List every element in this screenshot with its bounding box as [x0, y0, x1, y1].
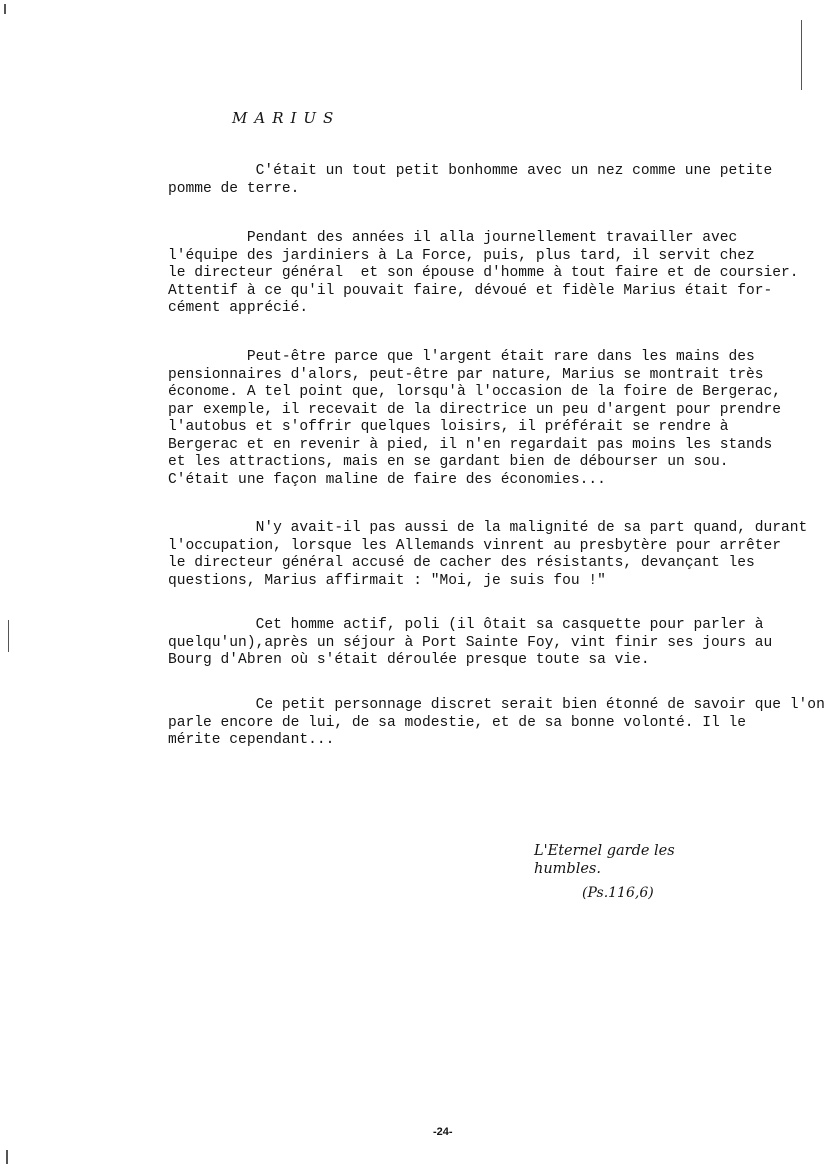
paragraph-line: Peut-être parce que l'argent était rare dans les mains des — [168, 349, 755, 365]
paragraph-line: parle encore de lui, de sa modestie, et de sa bonne volonté. Il le — [168, 714, 747, 731]
paragraph-line: par exemple, il recevait de la directrice un peu d'argent pour prendre — [168, 401, 782, 418]
paragraph-6 — [168, 697, 825, 750]
paragraph-2 — [168, 230, 798, 318]
paragraph-line: Bergerac et en revenir à pied, il n'en regardait pas moins les stands — [168, 436, 773, 453]
handwritten-motto — [534, 842, 675, 878]
paragraph-line: l'autobus et s'offrir quelques loisirs, il préférait se rendre à — [168, 419, 729, 435]
motto-reference: (Ps.116,6) — [582, 885, 654, 901]
paragraph-line: quelqu'un),après un séjour à Port Sainte Foy, vint finir ses jours au — [168, 634, 773, 651]
paragraph-line: C'était une façon maline de faire des économies... — [168, 471, 606, 488]
paragraph-line: économe. A tel point que, lorsqu'à l'occasion de la foire de Bergerac, — [168, 384, 782, 400]
motto-line: L'Eternel garde les — [534, 843, 675, 859]
paragraph-line: l'équipe des jardiniers à La Force, puis, plus tard, il servit chez — [168, 247, 755, 264]
scan-mark-top-left — [4, 4, 6, 14]
motto-line: humbles. — [534, 861, 601, 877]
paragraph-line: Bourg d'Abren où s'était déroulée presque toute sa vie. — [168, 652, 650, 668]
paragraph-line: l'occupation, lorsque les Allemands vinrent au presbytère pour arrêter — [168, 537, 782, 554]
scan-line-left — [8, 620, 9, 652]
paragraph-line: cément apprécié. — [168, 300, 309, 316]
paragraph-line: le directeur général et son épouse d'homme à tout faire et de coursier. — [168, 265, 799, 281]
paragraph-3 — [168, 349, 798, 489]
scan-line-right — [801, 20, 802, 90]
paragraph-line: C'était un tout petit bonhomme avec un nez comme une petite — [168, 163, 773, 179]
paragraph-line: questions, Marius affirmait : "Moi, je suis fou !" — [168, 572, 606, 589]
paragraph-line: Cet homme actif, poli (il ôtait sa casquette pour parler à — [168, 617, 764, 633]
paragraph-line: et les attractions, mais en se gardant bien de débourser un sou. — [168, 454, 729, 470]
paragraph-line: Attentif à ce qu'il pouvait faire, dévoué et fidèle Marius était for- — [168, 282, 773, 299]
paragraph-line: N'y avait-il pas aussi de la malignité de sa part quand, durant — [168, 520, 808, 536]
paragraph-line: mérite cependant... — [168, 732, 335, 748]
paragraph-line: pomme de terre. — [168, 180, 300, 197]
paragraph-1 — [168, 163, 798, 198]
scan-mark-bottom-left — [6, 1150, 8, 1164]
paragraph-line: Pendant des années il alla journellement travailler avec — [168, 230, 738, 246]
paragraph-line: Ce petit personnage discret serait bien étonné de savoir que l'on — [168, 697, 825, 713]
paragraph-5 — [168, 617, 798, 670]
paragraph-line: pensionnaires d'alors, peut-être par nature, Marius se montrait très — [168, 366, 764, 383]
paragraph-line: le directeur général accusé de cacher des résistants, devançant les — [168, 555, 755, 571]
paragraph-4 — [168, 520, 808, 590]
document-title: MARIUS — [232, 109, 341, 127]
page-number: -24- — [433, 1126, 453, 1138]
